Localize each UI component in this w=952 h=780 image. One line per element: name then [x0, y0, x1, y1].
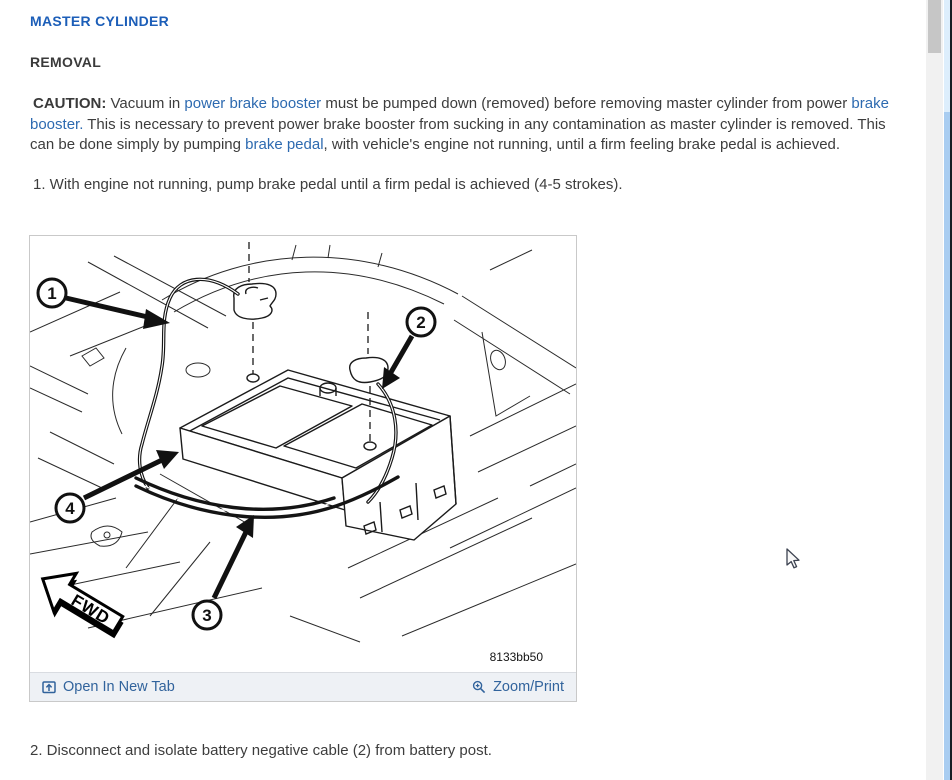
caution-text: , with vehicle's engine not running, until a firm feeling brake pedal is achieved.	[323, 136, 841, 153]
battery-diagram	[30, 236, 576, 648]
zoom-print-label: Zoom/Print	[493, 679, 564, 695]
open-in-new-tab-link[interactable]	[42, 679, 175, 695]
link-brake-booster[interactable]: brake booster.	[30, 95, 889, 133]
svg-text:2: 2	[416, 313, 426, 332]
caution-label: CAUTION:	[33, 95, 107, 112]
figure-toolbar	[30, 672, 576, 701]
magnifier-plus-icon	[472, 680, 486, 694]
vertical-scrollbar-track[interactable]	[926, 0, 943, 780]
step-1: 1. With engine not running, pump brake pedal until a firm pedal is achieved (4-5 strokes).	[33, 176, 623, 193]
caution-text: This is necessary to prevent power brake booster from sucking in any contamination as master cylinder is removed. This can be done simply by pumping	[30, 115, 886, 153]
section-heading: REMOVAL	[30, 54, 102, 70]
caution-paragraph	[30, 94, 914, 156]
step-2: 2. Disconnect and isolate battery negative cable (2) from battery post.	[30, 742, 492, 759]
svg-text:4: 4	[65, 499, 75, 518]
vertical-scrollbar-thumb[interactable]	[928, 0, 941, 53]
open-in-new-tab-icon	[42, 680, 56, 694]
caution-text: must be pumped down (removed) before removing master cylinder from power	[321, 95, 852, 112]
link-brake-pedal[interactable]: brake pedal	[245, 136, 324, 153]
svg-text:1: 1	[47, 284, 57, 303]
callout-1-badge	[38, 279, 66, 307]
mouse-cursor	[786, 548, 801, 569]
svg-text:FWD: FWD	[67, 590, 114, 629]
fwd-arrow	[30, 560, 133, 648]
svg-text:3: 3	[202, 606, 212, 625]
image-code-label: 8133bb50	[489, 650, 543, 664]
page-title: MASTER CYLINDER	[30, 13, 170, 29]
caution-text: Vacuum in	[106, 95, 185, 112]
callout-2-badge	[407, 308, 435, 336]
callout-4-badge	[56, 494, 84, 522]
open-in-new-tab-label: Open In New Tab	[63, 679, 175, 695]
link-power-brake-booster[interactable]: power brake booster	[184, 95, 322, 112]
callout-3-badge	[193, 601, 221, 629]
figure-container	[29, 235, 577, 702]
zoom-print-link[interactable]	[472, 679, 564, 695]
